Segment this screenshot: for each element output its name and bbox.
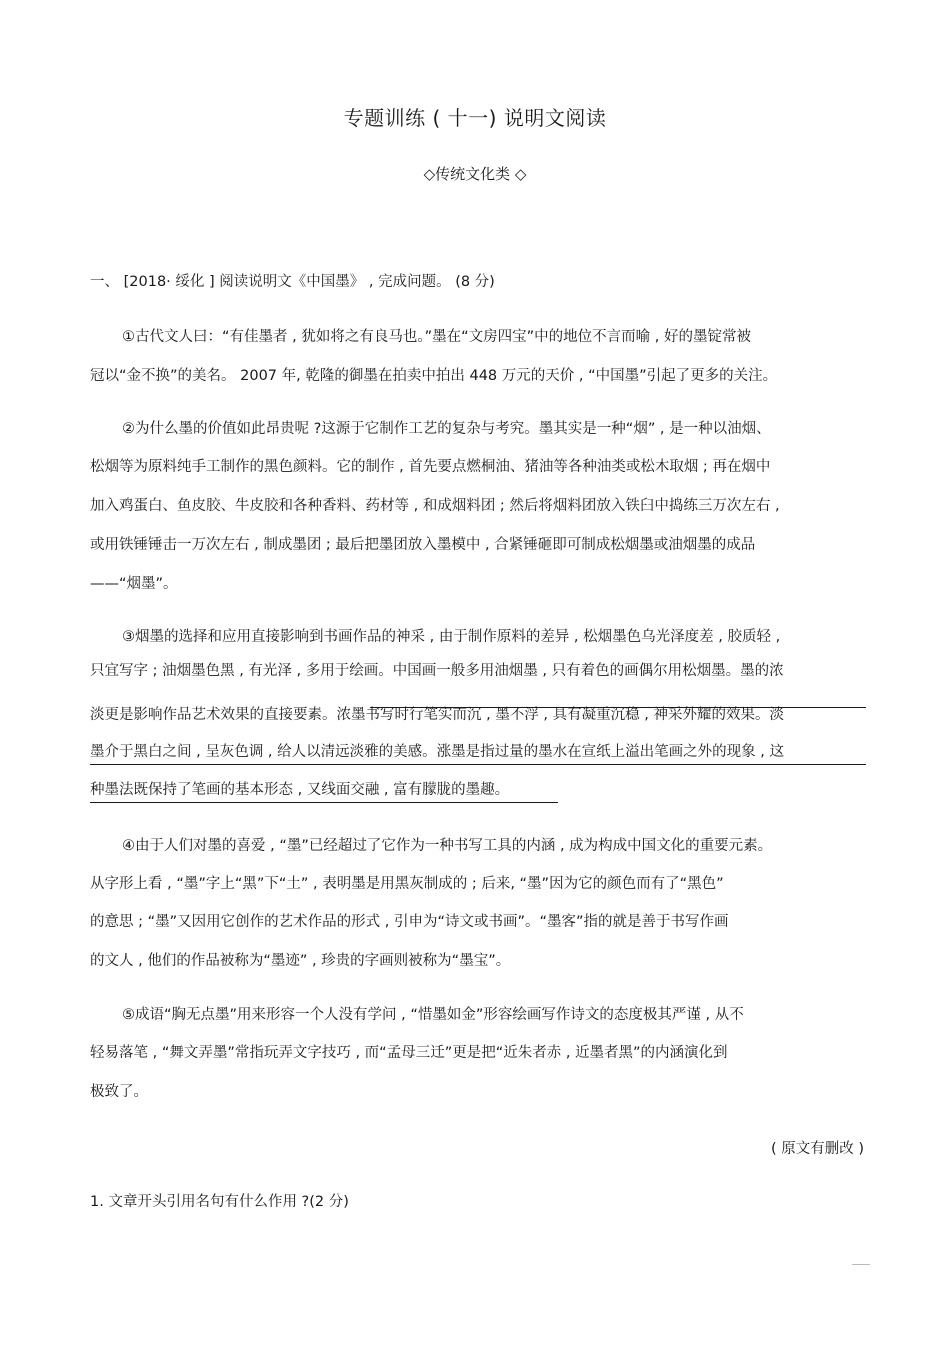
paragraph-3-line-5: 种墨法既保持了笔画的基本形态 , 又线面交融 , 富有朦胧的墨趣。 [90,780,558,803]
page-corner-mark [852,1264,870,1265]
paragraph-2-line-1: ②为什么墨的价值如此昂贵呢 ?这源于它制作工艺的复杂与考究。墨其实是一种“烟” , 是一种以油烟、 [122,421,771,437]
paragraph-2-line-5: ——“烟墨”。 [90,576,178,592]
paragraph-5-line-3: 极致了。 [90,1084,148,1100]
paragraph-2-line-4: 或用铁锤锤击一万次左右 , 制成墨团 ; 最后把墨团放入墨模中 , 合紧锤砸即可制成松烟墨或油烟墨的成品 [90,537,756,553]
paragraph-2-line-3: 加入鸡蛋白、鱼皮胶、牛皮胶和各种香料、药材等 , 和成烟料团 ; 然后将烟料团放入铁臼中捣练三万次左右 , [90,498,780,514]
question-1: 1. 文章开头引用名句有什么作用 ?(2 分) [90,1194,349,1210]
paragraph-1-line-1: ①古代文人曰：“有佳墨者 , 犹如将之有良马也。”墨在“文房四宝”中的地位不言而喻 , 好的墨锭常被 [122,329,751,345]
paragraph-4-line-3: 的意思 ; “墨”又因用它创作的艺术作品的形式 , 引申为“诗文或书画”。“墨客”指的就是善于书写作画 [90,914,729,930]
paragraph-4-line-1: ④由于人们对墨的喜爱 , “墨”已经超过了它作为一种书写工具的内涵 , 成为构成中国文化的重要元素。 [122,838,773,854]
page-subtitle: ◇传统文化类 ◇ [423,165,527,183]
page-title: 专题训练 ( 十一) 说明文阅读 [343,106,607,130]
paragraph-3-line-1: ③烟墨的选择和应用直接影响到书画作品的神采 , 由于制作原料的差异 , 松烟墨色乌光泽度差 , 胶质轻 , [122,629,781,645]
paragraph-3-line-4: 墨介于黑白之间 , 呈灰色调 , 给人以清远淡雅的美感。涨墨是指过量的墨水在宣纸上溢出笔画之外的现象 , 这 [90,742,866,765]
paragraph-1-line-2: 冠以“金不换”的美名。 2007 年, 乾隆的御墨在拍卖中拍出 448 万元的天价 , “中国墨”引起了更多的关注。 [90,368,778,384]
paragraph-4-line-4: 的文人 , 他们的作品被称为“墨迹” , 珍贵的字画则被称为“墨宝”。 [90,953,511,969]
paragraph-2-line-2: 松烟等为原料纯手工制作的黑色颜料。它的制作 , 首先要点燃桐油、猪油等各种油类或松木取烟 ; 再在烟中 [90,459,771,475]
paragraph-5-line-2: 轻易落笔 , “舞文弄墨”常指玩弄文字技巧 , 而“孟母三迁”更是把“近朱者赤 , 近墨者黑”的内涵演化到 [90,1045,728,1061]
question-intro: 一、 [2018· 绥化 ] 阅读说明文《中国墨》 , 完成问题。 (8 分) [90,274,495,290]
paragraph-5-line-1: ⑤成语“胸无点墨”用来形容一个人没有学问 , “惜墨如金”形容绘画写作诗文的态度极其严谨 , 从不 [122,1007,744,1023]
paragraph-3-line-2: 只宜写字 ; 油烟墨色黑 , 有光泽 , 多用于绘画。中国画一般多用油烟墨 , 只有着色的画偶尔用松烟墨。墨的浓 [90,663,784,679]
paragraph-4-line-2: 从字形上看 , “墨”字上“黑”下“土” , 表明墨是用黑灰制成的 ; 后来, “墨”因为它的颜色而有了“黑色” [90,876,724,892]
paragraph-3-line-3: 淡更是影响作品艺术效果的直接要素。浓墨书写时行笔实而沉 , 墨不浮 , 具有凝重沉稳 , 神采外耀的效果。淡 [90,707,784,723]
source-note: ( 原文有删改 ) [770,1141,864,1157]
